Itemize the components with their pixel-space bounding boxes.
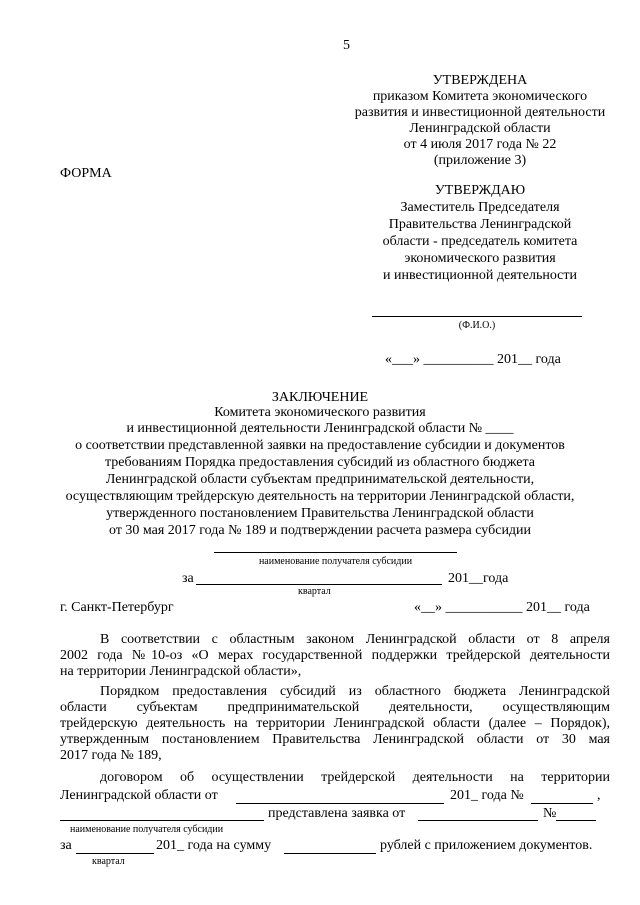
title-line-2: и инвестиционной деятельности Ленинградской области № ____ <box>126 421 514 436</box>
approval-date-line: «___» __________ 201__ года <box>385 352 561 367</box>
body-p3-line-3-number: № <box>543 806 557 821</box>
title-line-1: Комитета экономического развития <box>214 405 426 420</box>
approve-heading: УТВЕРЖДАЮ <box>434 183 526 198</box>
body-p3-line-4-prefix: за <box>60 838 72 853</box>
title-line-5: Ленинградской области субъектам предпринимательской деятельности, <box>105 472 535 487</box>
body-p1-line-1: В соответствии с областным законом Ленинградской области от 8 апреля <box>100 632 610 647</box>
approved-line-5: (приложение 3) <box>433 153 527 168</box>
quarter-caption: квартал <box>298 586 331 597</box>
period-line <box>196 584 442 585</box>
body-p2-line-4: утвержденным постановлением Правительства Ленинградской области от 30 мая <box>60 732 610 747</box>
city-date: «__» ___________ 201__ года <box>414 600 590 615</box>
form-label: ФОРМА <box>60 166 112 181</box>
city: г. Санкт-Петербург <box>60 600 174 615</box>
body-p3-line-4-year: 201_ года на сумму <box>156 838 272 853</box>
document-title: ЗАКЛЮЧЕНИЕ <box>271 390 369 405</box>
application-date-line <box>418 820 538 821</box>
approve-line-3: области - председатель комитета <box>382 234 578 249</box>
body-p2-line-1: Порядком предоставления субсидий из областного бюджета Ленинградской <box>100 684 610 699</box>
page-number: 5 <box>343 38 350 53</box>
approve-line-2: Правительства Ленинградской <box>388 217 572 232</box>
approved-line-1: приказом Комитета экономического <box>372 89 588 104</box>
period-prefix: за <box>182 571 194 586</box>
body-quarter-caption: квартал <box>92 856 125 867</box>
recipient-caption: наименование получателя субсидии <box>258 556 413 567</box>
approve-line-4: экономического развития <box>404 251 556 266</box>
body-p2-line-5: 2017 года № 189, <box>60 748 162 763</box>
body-p2-line-2: области субъектам предпринимательской деятельности, осуществляющим <box>60 700 610 715</box>
period-suffix: 201__года <box>448 571 509 586</box>
body-p3-line-2-year: 201_ года № <box>450 788 524 803</box>
title-line-6: осуществляющим трейдерскую деятельность на территории Ленинградской области, <box>65 489 575 504</box>
approved-line-2: развития и инвестиционной деятельности <box>354 105 606 120</box>
application-number-line <box>556 820 596 821</box>
approved-heading: УТВЕРЖДЕНА <box>432 73 528 88</box>
approve-line-1: Заместитель Председателя <box>400 200 560 215</box>
approved-line-3: Ленинградской области <box>409 121 551 136</box>
amount-line <box>284 853 376 854</box>
body-p3-line-2-start: Ленинградской области от <box>60 788 218 803</box>
title-line-7: утвержденного постановлением Правительства Ленинградской области <box>106 506 534 521</box>
title-line-3: о соответствии представленной заявки на предоставление субсидии и документов <box>75 438 565 453</box>
approved-line-4: от 4 июля 2017 года № 22 <box>403 137 557 152</box>
contract-number-line <box>531 803 593 804</box>
quarter-line <box>76 853 154 854</box>
recipient-line <box>214 552 457 553</box>
signature-line <box>372 316 582 317</box>
fio-caption: (Ф.И.О.) <box>458 320 496 331</box>
body-p3-line-2-comma: , <box>597 788 601 803</box>
body-p1-line-3: на территории Ленинградской области», <box>60 664 302 679</box>
contract-date-line <box>236 803 444 804</box>
applicant-line <box>60 820 264 821</box>
title-line-8: от 30 мая 2017 года № 189 и подтверждении расчета размера субсидии <box>108 523 532 538</box>
body-p3-line-3-text: представлена заявка от <box>268 806 406 821</box>
body-p3-line-1: договором об осуществлении трейдерской деятельности на территории <box>100 770 610 785</box>
body-p3-line-4-end: рублей с приложением документов. <box>380 838 593 853</box>
approve-line-5: и инвестиционной деятельности <box>383 268 577 283</box>
body-recipient-caption: наименование получателя субсидии <box>70 824 224 835</box>
body-p1-line-2: 2002 года №10-оз «О мерах государственной поддержки трейдерской деятельности <box>60 648 610 663</box>
title-line-4: требованиям Порядка предоставления субсидий из областного бюджета <box>105 455 535 470</box>
body-p2-line-3: трейдерскую деятельность на территории Ленинградской области (далее – Порядок), <box>60 716 610 731</box>
